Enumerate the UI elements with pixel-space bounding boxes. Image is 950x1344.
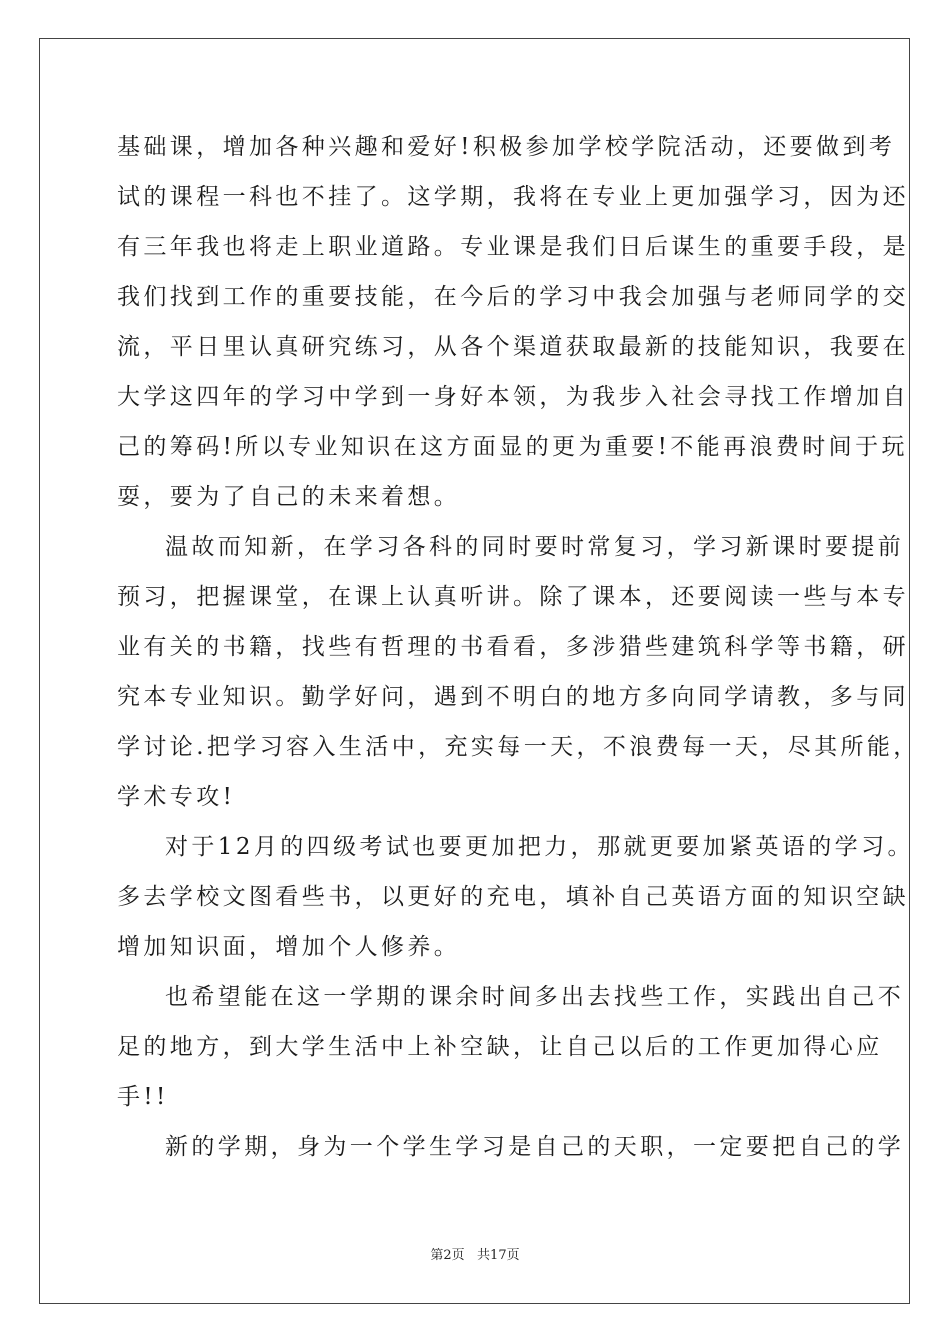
text-line: 基础课，增加各种兴趣和爱好!积极参加学校学院活动，还要做到考 [117, 134, 896, 160]
text-line: 试的课程一科也不挂了。这学期，我将在专业上更加强学习，因为还 [117, 184, 909, 210]
text-line: 足的地方，到大学生活中上补空缺，让自己以后的工作更加得心应 [117, 1034, 883, 1060]
paragraph-start-line: 也希望能在这一学期的课余时间多出去找些工作，实践出自己不 [165, 984, 905, 1010]
text-line: 手!! [117, 1084, 169, 1110]
text-line: 己的筹码!所以专业知识在这方面显的更为重要!不能再浪费时间于玩 [117, 434, 908, 460]
text-line: 究本专业知识。勤学好问，遇到不明白的地方多向同学请教，多与同 [117, 684, 909, 710]
text-line: 大学这四年的学习中学到一身好本领，为我步入社会寻找工作增加自 [117, 384, 909, 410]
text-line: 耍，要为了自己的未来着想。 [117, 484, 461, 510]
text-line: 学术专攻! [117, 784, 236, 810]
document-body [117, 122, 920, 1172]
text-line: 有三年我也将走上职业道路。专业课是我们日后谋生的重要手段，是 [117, 234, 909, 260]
paragraph-start-line: 温故而知新，在学习各科的同时要时常复习，学习新课时要提前 [165, 534, 905, 560]
text-line: 多去学校文图看些书，以更好的充电，填补自己英语方面的知识空缺 [117, 884, 909, 910]
text-line: 业有关的书籍，找些有哲理的书看看，多涉猎些建筑科学等书籍，研 [117, 634, 909, 660]
text-line: 学讨论.把学习容入生活中，充实每一天，不浪费每一天，尽其所能， [117, 734, 920, 760]
page-footer: 第2页 共17页 [430, 1248, 520, 1263]
text-line: 增加知识面，增加个人修养。 [117, 934, 461, 960]
text-line: 流，平日里认真研究练习，从各个渠道获取最新的技能知识，我要在 [117, 334, 909, 360]
text-line: 我们找到工作的重要技能，在今后的学习中我会加强与老师同学的交 [117, 284, 909, 310]
text-line: 预习，把握课堂，在课上认真听讲。除了课本，还要阅读一些与本专 [117, 584, 909, 610]
paragraph-start-line: 新的学期，身为一个学生学习是自己的天职，一定要把自己的学 [165, 1134, 905, 1160]
paragraph-start-line: 对于12月的四级考试也要更加把力，那就更要加紧英语的学习。 [165, 834, 914, 860]
